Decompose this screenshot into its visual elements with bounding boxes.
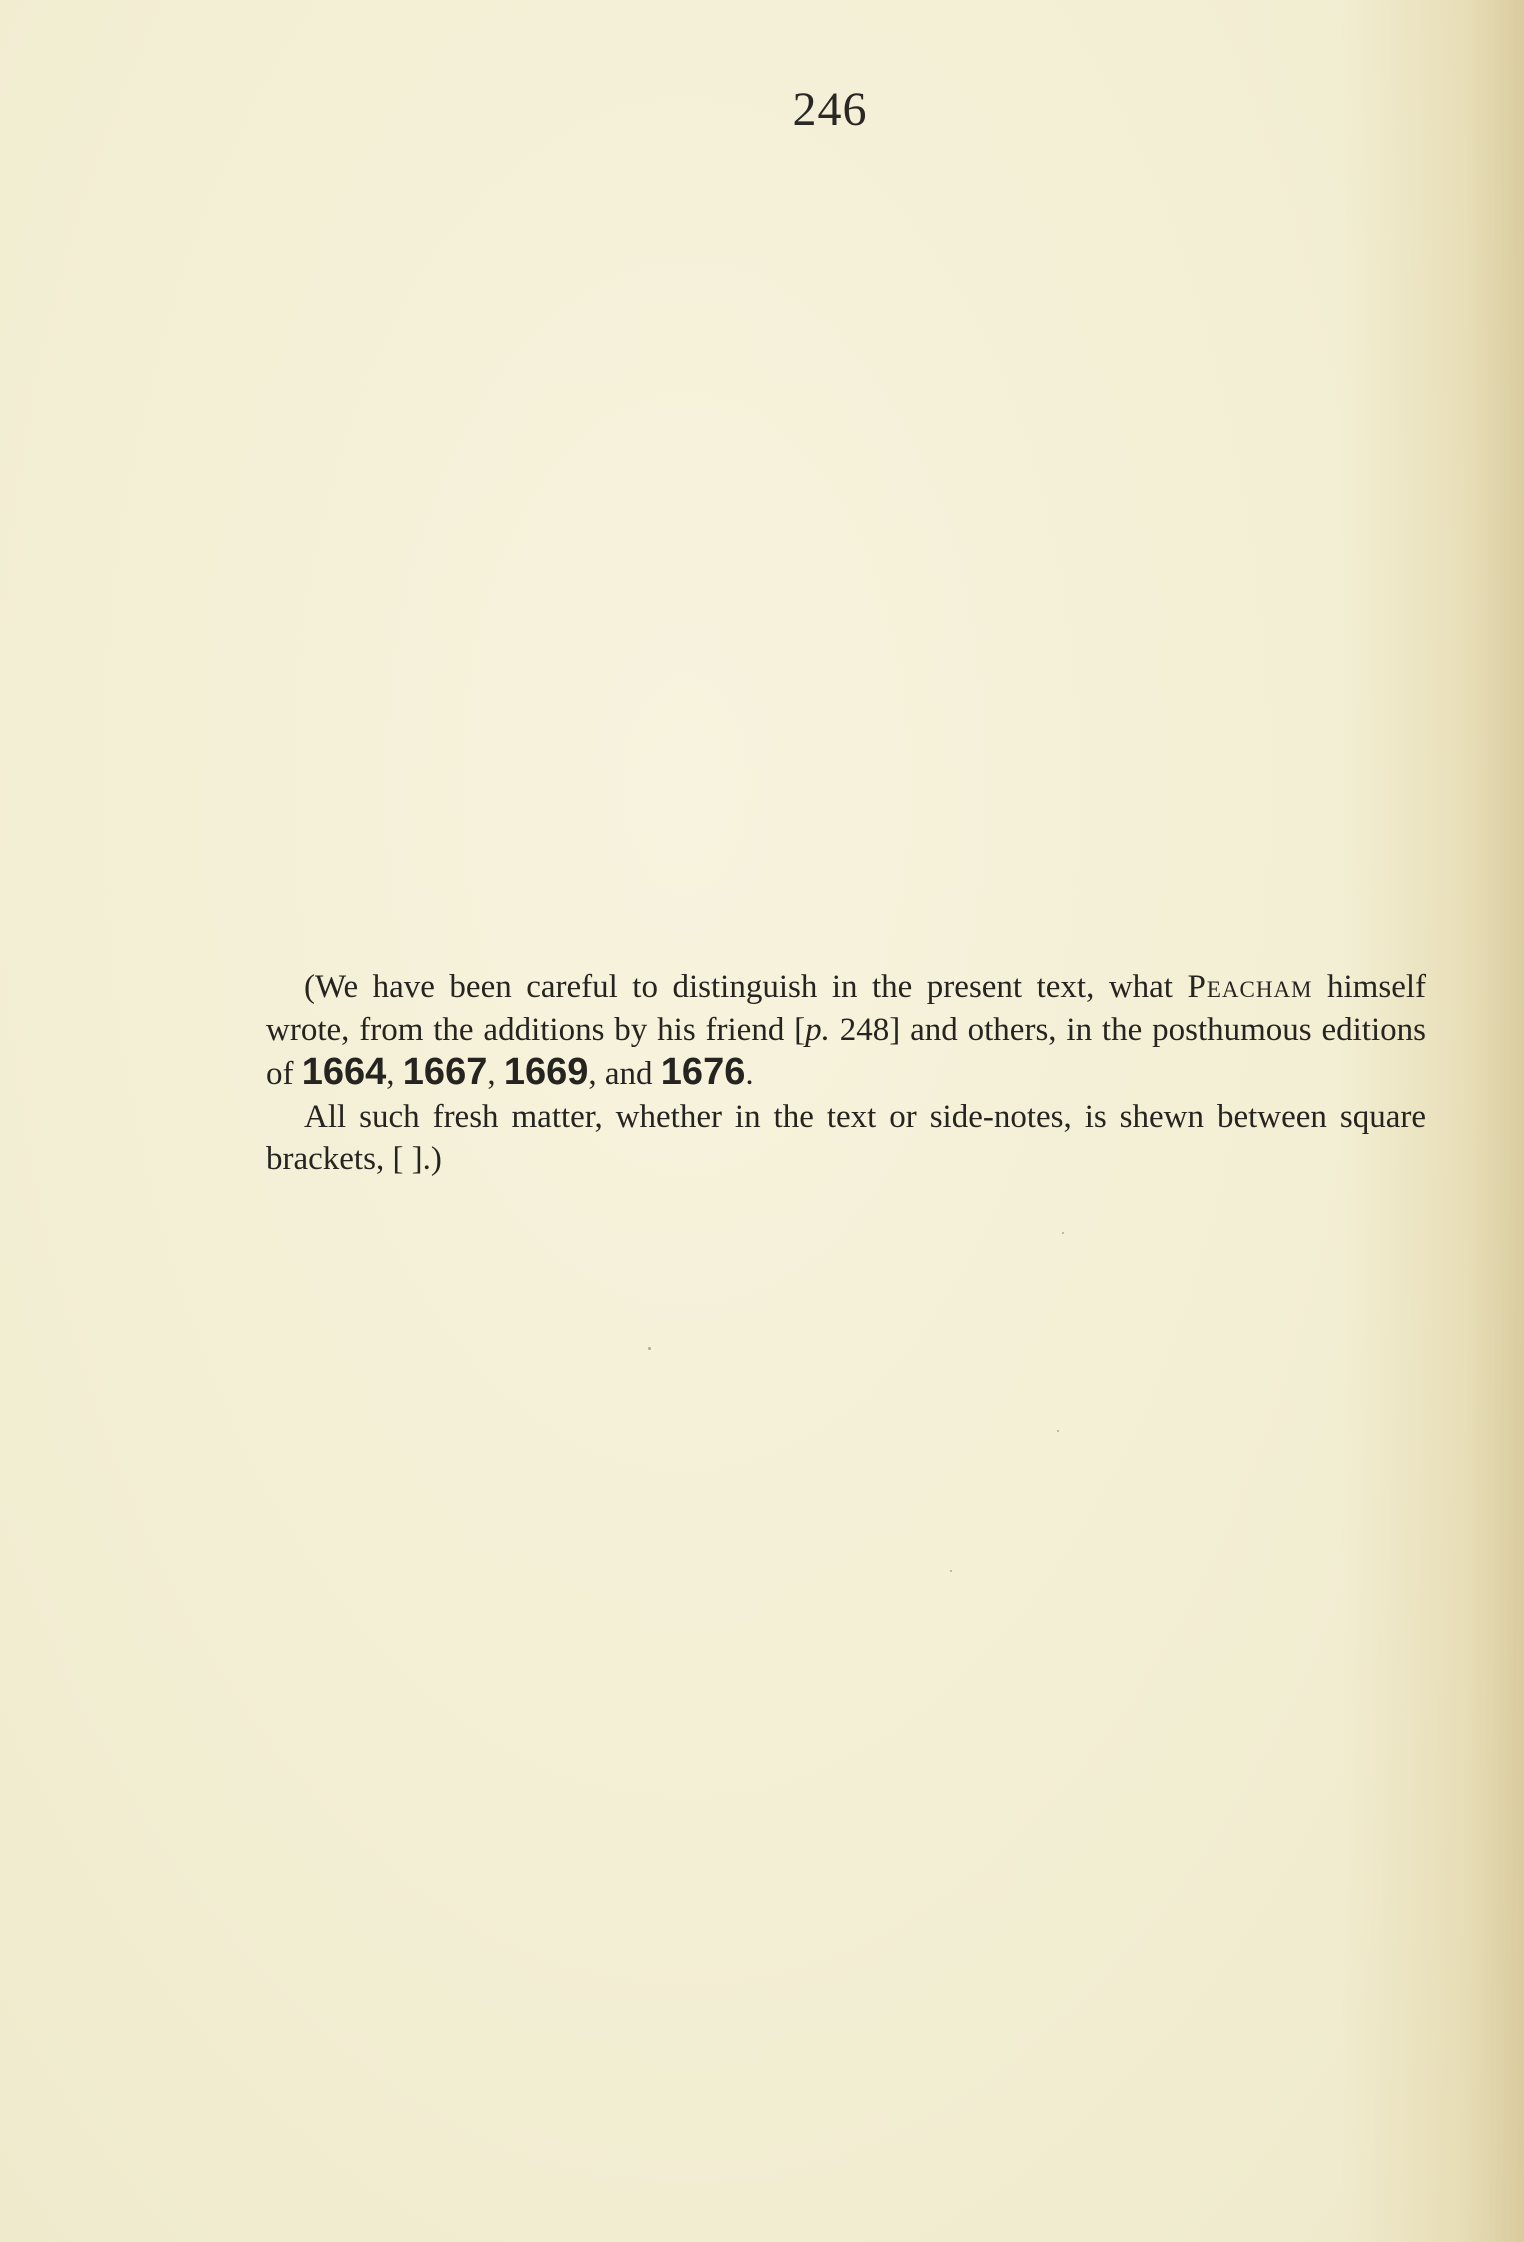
year-1676: 1676 [660,1051,746,1093]
paper-speck [648,1347,651,1350]
note-paragraph-2: All such fresh matter, whether in the text or side-notes, is shewn between square brackets, [ ].) [266,1098,1426,1177]
sentence-end: . [745,1056,754,1092]
separator-2: , [487,1056,504,1092]
note-text-2: himself wrote, from the additions by his friend [ [266,969,1426,1048]
note-text-1: (We have been careful to distinguish in the present text, what [304,969,1188,1005]
note-paragraph-1 [266,966,1426,1096]
year-1667: 1667 [402,1051,488,1093]
paper-speck [1062,1232,1064,1234]
page-reference-abbr: p. [805,1011,830,1048]
note-text-3: 248] and others, in the posthumous editions of [266,1011,1426,1092]
author-name: Peacham [1187,969,1313,1005]
page-number: 246 [792,83,868,136]
year-1669: 1669 [503,1051,589,1093]
paper-speck [1057,1430,1059,1432]
separator-1: , [386,1056,403,1092]
year-1664: 1664 [301,1051,387,1093]
paper-speck [950,1570,952,1572]
separator-3: , and [588,1056,661,1092]
editorial-note [266,966,1426,1181]
